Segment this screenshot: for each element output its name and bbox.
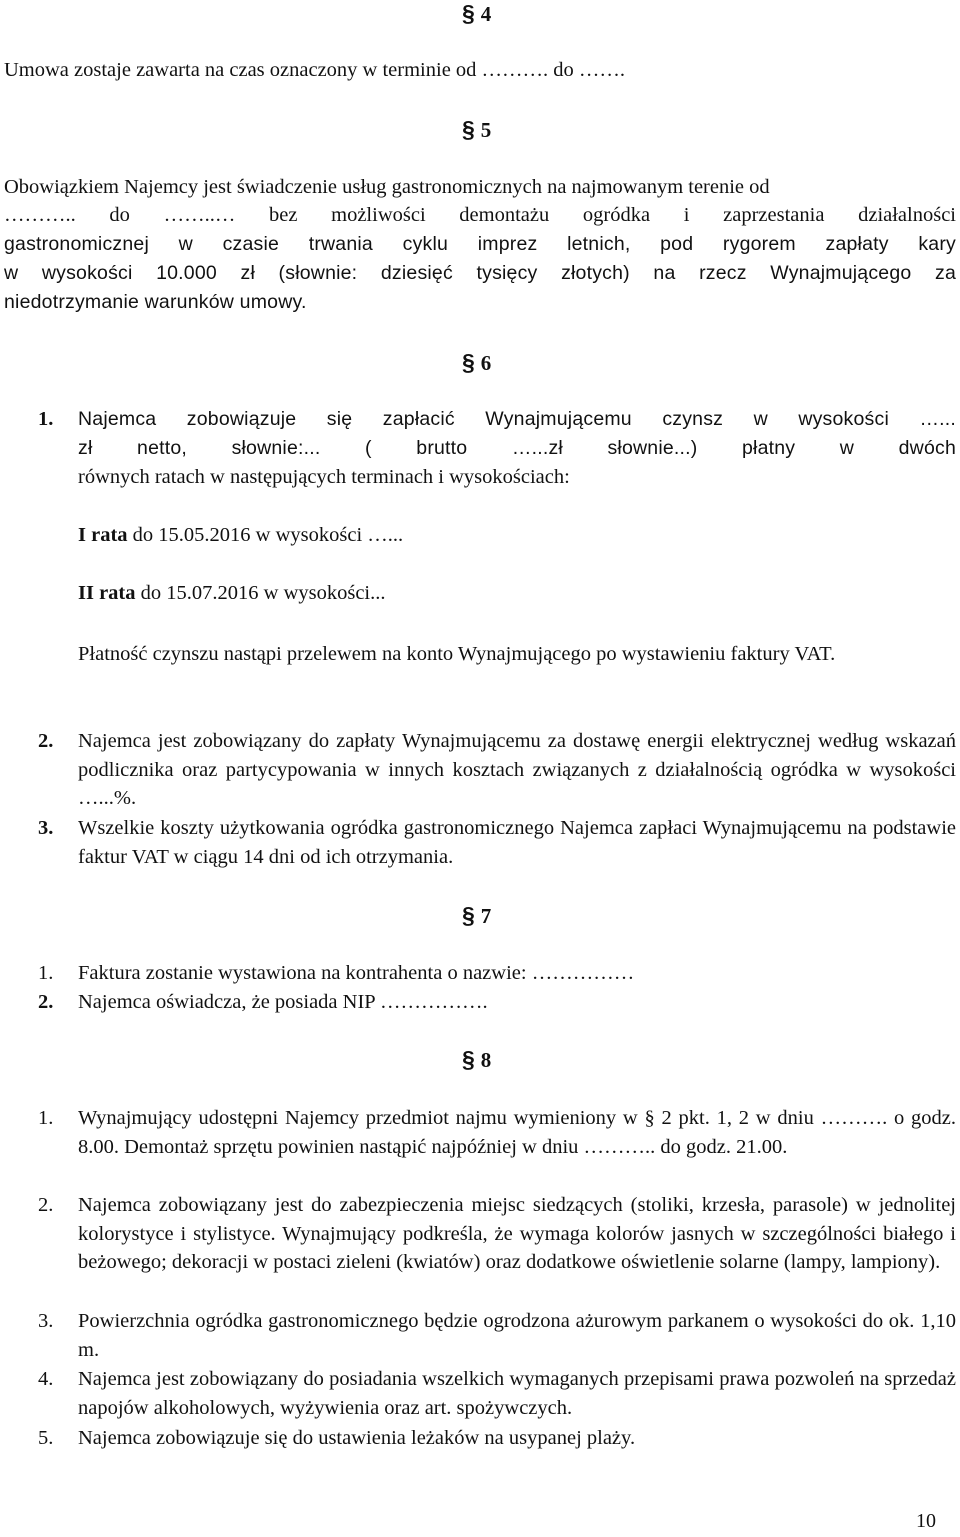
page-number: 10 (916, 1510, 936, 1532)
item-number: 3. (38, 1310, 54, 1332)
payment-text: Płatność czynszu nastąpi przelewem na konto Wynajmującego po wystawieniu faktury VAT. (78, 643, 836, 665)
section-6-item-2 (38, 727, 956, 815)
section-number: 7 (480, 904, 492, 928)
section-symbol: § (462, 116, 475, 142)
section-heading-4 (462, 0, 491, 27)
section-8-item-1 (38, 1104, 956, 1191)
section-8-item-3 (38, 1307, 956, 1365)
item-5-text: Najemca zobowiązuje się do ustawienia leżaków na usypanej plaży. (78, 1427, 636, 1449)
rate-1-text: do 15.05.2016 w wysokości …... (127, 524, 404, 546)
section-6-item-3 (38, 814, 956, 872)
item-3-text: Wszelkie koszty użytkowania ogródka gastronomicznego Najemca zapłaci Wynajmującemu na podstawie faktur VAT w ciągu 14 dni od ich otrzymania. (78, 817, 956, 868)
item-number: 1. (38, 1107, 54, 1129)
section-symbol: § (462, 349, 475, 375)
section-heading-8 (462, 1046, 491, 1073)
section-4-text: Umowa zostaje zawarta na czas oznaczony w terminie od ………. do ……. (4, 59, 626, 81)
rate-1-line (78, 524, 403, 547)
item-number: 3. (38, 817, 54, 839)
item-number: 1. (38, 962, 54, 984)
section-5-line-4: w wysokości 10.000 zł (słownie: dziesięć tysięcy złotych) na rzecz Wynajmującego za (4, 262, 956, 284)
section-number: 6 (480, 351, 492, 375)
item-number: 5. (38, 1427, 54, 1449)
section-number: 4 (480, 2, 492, 26)
section-number: 8 (480, 1048, 492, 1072)
item-number: 2. (38, 991, 54, 1013)
rate-1-label: I rata (78, 524, 128, 546)
section-symbol: § (462, 902, 475, 928)
section-heading-5 (462, 116, 491, 143)
section-5-line-5: niedotrzymanie warunków umowy. (4, 291, 307, 313)
item-3-text: Powierzchnia ogródka gastronomicznego będzie ogrodzona ażurowym parkanem o wysokości do ok. 1,10 m. (78, 1310, 956, 1361)
item-1-line-2: zł netto, słownie:... ( brutto …...zł słownie...) płatny w dwóch (78, 437, 956, 459)
item-1-text: Faktura zostanie wystawiona na kontrahenta o nazwie: …………… (78, 962, 635, 984)
section-heading-6 (462, 349, 491, 376)
section-number: 5 (480, 118, 492, 142)
item-2-text: Najemca zobowiązany jest do zabezpieczenia miejsc siedzących (stoliki, krzesła, parasole) w jednolitej kolorystyce i stylistyce. Wynajmujący podkreśla, że wymaga kolorów jasnych w szczególności białego i beżowego; dekoracji w postaci zieleni (kwiatów) oraz dodatkowe oświetlenie solarne (lampy, lampiony). (78, 1194, 956, 1273)
section-7-item-2 (38, 988, 956, 1017)
section-5-line-2: ……….. do ……..… bez możliwości demontażu ogródka i zaprzestania działalności (4, 204, 956, 226)
section-5-line-3: gastronomicznej w czasie trwania cyklu imprez letnich, pod rygorem zapłaty kary (4, 233, 956, 255)
rate-2-label: II rata (78, 582, 136, 604)
section-5-line-1: Obowiązkiem Najemcy jest świadczenie usług gastronomicznych na najmowanym terenie od (4, 176, 770, 198)
item-number: 4. (38, 1368, 54, 1390)
rate-2-text: do 15.07.2016 w wysokości... (135, 582, 386, 604)
rate-2-line (78, 582, 386, 605)
section-symbol: § (462, 0, 475, 26)
section-8-item-2 (38, 1191, 956, 1307)
item-1-line-3: równych ratach w następujących terminach i wysokościach: (78, 466, 570, 488)
item-number: 1. (38, 408, 54, 430)
item-number: 2. (38, 730, 54, 752)
section-symbol: § (462, 1046, 475, 1072)
section-heading-7 (462, 902, 491, 929)
item-number: 2. (38, 1194, 54, 1216)
section-8-item-5 (38, 1424, 956, 1453)
item-2-text: Najemca oświadcza, że posiada NIP ……………. (78, 991, 488, 1013)
item-4-text: Najemca jest zobowiązany do posiadania wszelkich wymaganych przepisami prawa pozwoleń na sprzedaż napojów alkoholowych, wyżywienia oraz art. spożywczych. (78, 1368, 956, 1419)
section-6-item-1 (38, 405, 956, 495)
section-8-item-4 (38, 1365, 956, 1423)
section-7-item-1 (38, 959, 956, 988)
item-2-text: Najemca jest zobowiązany do zapłaty Wynajmującemu za dostawę energii elektrycznej według wskazań podlicznika oraz partycypowania w innych kosztach związanych z działalnością ogródka w wysokości …...%. (78, 730, 956, 809)
item-1-text: Wynajmujący udostępni Najemcy przedmiot najmu wymieniony w § 2 pkt. 1, 2 w dniu ………. o godz. 8.00. Demontaż sprzętu powinien nastąpić najpóźniej w dniu ……….. do godz. 21.00. (78, 1107, 956, 1158)
item-1-line-1: Najemca zobowiązuje się zapłacić Wynajmującemu czynsz w wysokości …... (78, 408, 956, 430)
